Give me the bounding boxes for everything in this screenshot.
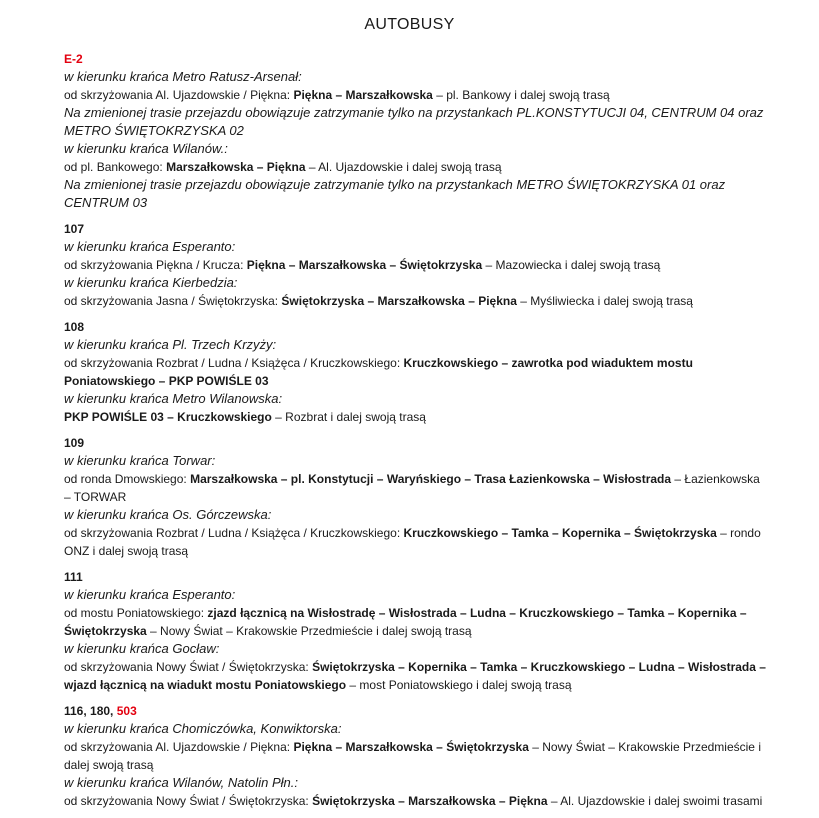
detour-streets: Kruczkowskiego – zawrotka pod wiaduktem mostu Poniatowskiego – PKP POWIŚLE 03 bbox=[64, 356, 693, 388]
route-text: – most Poniatowskiego i dalej swoją trasą bbox=[346, 678, 572, 692]
direction-heading: w kierunku krańca Esperanto: bbox=[64, 587, 236, 602]
route-description bbox=[64, 792, 769, 810]
route-description bbox=[64, 292, 769, 310]
detour-streets: Piękna – Marszałkowska – Świętokrzyska bbox=[246, 258, 483, 272]
route-text: od ronda Dmowskiego: bbox=[64, 472, 191, 486]
route-description bbox=[64, 604, 769, 640]
detour-streets: PKP POWIŚLE 03 – Kruczkowskiego bbox=[64, 410, 272, 424]
route-number bbox=[64, 318, 769, 336]
line-label: 503 bbox=[116, 704, 137, 718]
route-text: od skrzyżowania Al. Ujazdowskie / Piękna: bbox=[64, 740, 294, 754]
route-description bbox=[64, 354, 769, 390]
detour-streets: Świętokrzyska – Kopernika – Tamka – Kruczkowskiego – Ludna – Wisłostrada – wjazd łącznicą na wiadukt mostu Poniatowskiego bbox=[64, 660, 766, 692]
route-section bbox=[64, 568, 769, 694]
route-changes-list bbox=[64, 50, 769, 818]
direction-heading: w kierunku krańca Metro Ratusz-Arsenał: bbox=[64, 69, 302, 84]
route-number bbox=[64, 434, 769, 452]
route-description bbox=[64, 524, 769, 560]
route-description bbox=[64, 86, 769, 104]
route-section bbox=[64, 318, 769, 426]
route-text: – Al. Ujazdowskie i dalej swoimi trasami bbox=[547, 794, 763, 808]
line-label: 109 bbox=[64, 436, 85, 450]
detour-streets: Świętokrzyska – Marszałkowska – Piękna bbox=[312, 794, 548, 808]
route-text: – Nowy Świat – Krakowskie Przedmieście i dalej swoją trasą bbox=[64, 740, 761, 772]
route-text: od mostu Poniatowskiego: bbox=[64, 606, 208, 620]
route-section bbox=[64, 50, 769, 212]
route-text: – Rozbrat i dalej swoją trasą bbox=[271, 410, 426, 424]
direction-heading: w kierunku krańca Chomiczówka, Konwiktorska: bbox=[64, 721, 342, 736]
route-text: – Mazowiecka i dalej swoją trasą bbox=[482, 258, 661, 272]
detour-streets: Marszałkowska – Piękna bbox=[166, 160, 306, 174]
route-text: od skrzyżowania Jasna / Świętokrzyska: bbox=[64, 294, 282, 308]
direction-heading: w kierunku krańca Metro Wilanowska: bbox=[64, 391, 283, 406]
page-title: AUTOBUSY bbox=[364, 16, 455, 33]
route-text: – rondo ONZ i dalej swoją trasą bbox=[64, 526, 761, 558]
detour-streets: Piękna – Marszałkowska – Świętokrzyska bbox=[293, 740, 529, 754]
detour-streets: Marszałkowska – pl. Konstytucji – Waryńskiego – Trasa Łazienkowska – Wisłostrada bbox=[190, 472, 672, 486]
line-label: 107 bbox=[64, 222, 85, 236]
route-text: – Nowy Świat – Krakowskie Przedmieście i dalej swoją trasą bbox=[146, 624, 472, 638]
route-text: od skrzyżowania Rozbrat / Ludna / Książęca / Kruczkowskiego: bbox=[64, 356, 404, 370]
direction-heading: w kierunku krańca Torwar: bbox=[64, 453, 216, 468]
direction-heading: w kierunku krańca Gocław: bbox=[64, 641, 220, 656]
route-number bbox=[64, 220, 769, 238]
route-text: od skrzyżowania Piękna / Krucza: bbox=[64, 258, 247, 272]
route-section bbox=[64, 434, 769, 560]
stop-note: Na zmienionej trasie przejazdu obowiązuje zatrzymanie tylko na przystankach METRO ŚWIĘTOKRZYSKA 01 oraz CENTRUM 03 bbox=[64, 177, 726, 210]
route-number bbox=[64, 702, 769, 720]
route-text: – Łazienkowska – TORWAR bbox=[64, 472, 760, 504]
route-number bbox=[64, 568, 769, 586]
route-text: – Myśliwiecka i dalej swoją trasą bbox=[516, 294, 693, 308]
route-text: – Al. Ujazdowskie i dalej swoją trasą bbox=[305, 160, 502, 174]
detour-streets: zjazd łącznicą na Wisłostradę – Wisłostrada – Ludna – Kruczkowskiego – Tamka – Kopernika – Świętokrzyska bbox=[64, 606, 747, 638]
line-label: 111 bbox=[64, 570, 83, 584]
route-description bbox=[64, 470, 769, 506]
route-description bbox=[64, 158, 769, 176]
detour-streets: Kruczkowskiego – Tamka – Kopernika – Świętokrzyska bbox=[403, 526, 717, 540]
direction-heading: w kierunku krańca Wilanów, Natolin Płn.: bbox=[64, 775, 298, 790]
line-label: 116, 180, bbox=[64, 704, 117, 718]
route-description bbox=[64, 738, 769, 774]
detour-streets: Świętokrzyska – Marszałkowska – Piękna bbox=[281, 294, 517, 308]
route-description bbox=[64, 658, 769, 694]
direction-heading: w kierunku krańca Os. Górczewska: bbox=[64, 507, 272, 522]
direction-heading: w kierunku krańca Wilanów.: bbox=[64, 141, 228, 156]
route-text: – pl. Bankowy i dalej swoją trasą bbox=[432, 88, 610, 102]
direction-heading: w kierunku krańca Kierbedzia: bbox=[64, 275, 238, 290]
route-text: od skrzyżowania Nowy Świat / Świętokrzyska: bbox=[64, 794, 313, 808]
direction-heading: w kierunku krańca Esperanto: bbox=[64, 239, 236, 254]
route-text: od skrzyżowania Rozbrat / Ludna / Książęca / Kruczkowskiego: bbox=[64, 526, 404, 540]
stop-note: Na zmienionej trasie przejazdu obowiązuje zatrzymanie tylko na przystankach PL.KONSTYTUCJI 04, CENTRUM 04 oraz METRO ŚWIĘTOKRZYSKA 02 bbox=[64, 105, 764, 138]
direction-heading: w kierunku krańca Pl. Trzech Krzyży: bbox=[64, 337, 277, 352]
detour-streets: Piękna – Marszałkowska bbox=[293, 88, 433, 102]
line-label: E-2 bbox=[64, 52, 83, 66]
route-number bbox=[64, 50, 769, 68]
route-text: od skrzyżowania Nowy Świat / Świętokrzyska: bbox=[64, 660, 313, 674]
route-text: od skrzyżowania Al. Ujazdowskie / Piękna: bbox=[64, 88, 294, 102]
route-text: od pl. Bankowego: bbox=[64, 160, 167, 174]
route-description bbox=[64, 256, 769, 274]
route-section bbox=[64, 702, 769, 810]
route-description bbox=[64, 408, 769, 426]
line-label: 108 bbox=[64, 320, 85, 334]
route-section bbox=[64, 220, 769, 310]
